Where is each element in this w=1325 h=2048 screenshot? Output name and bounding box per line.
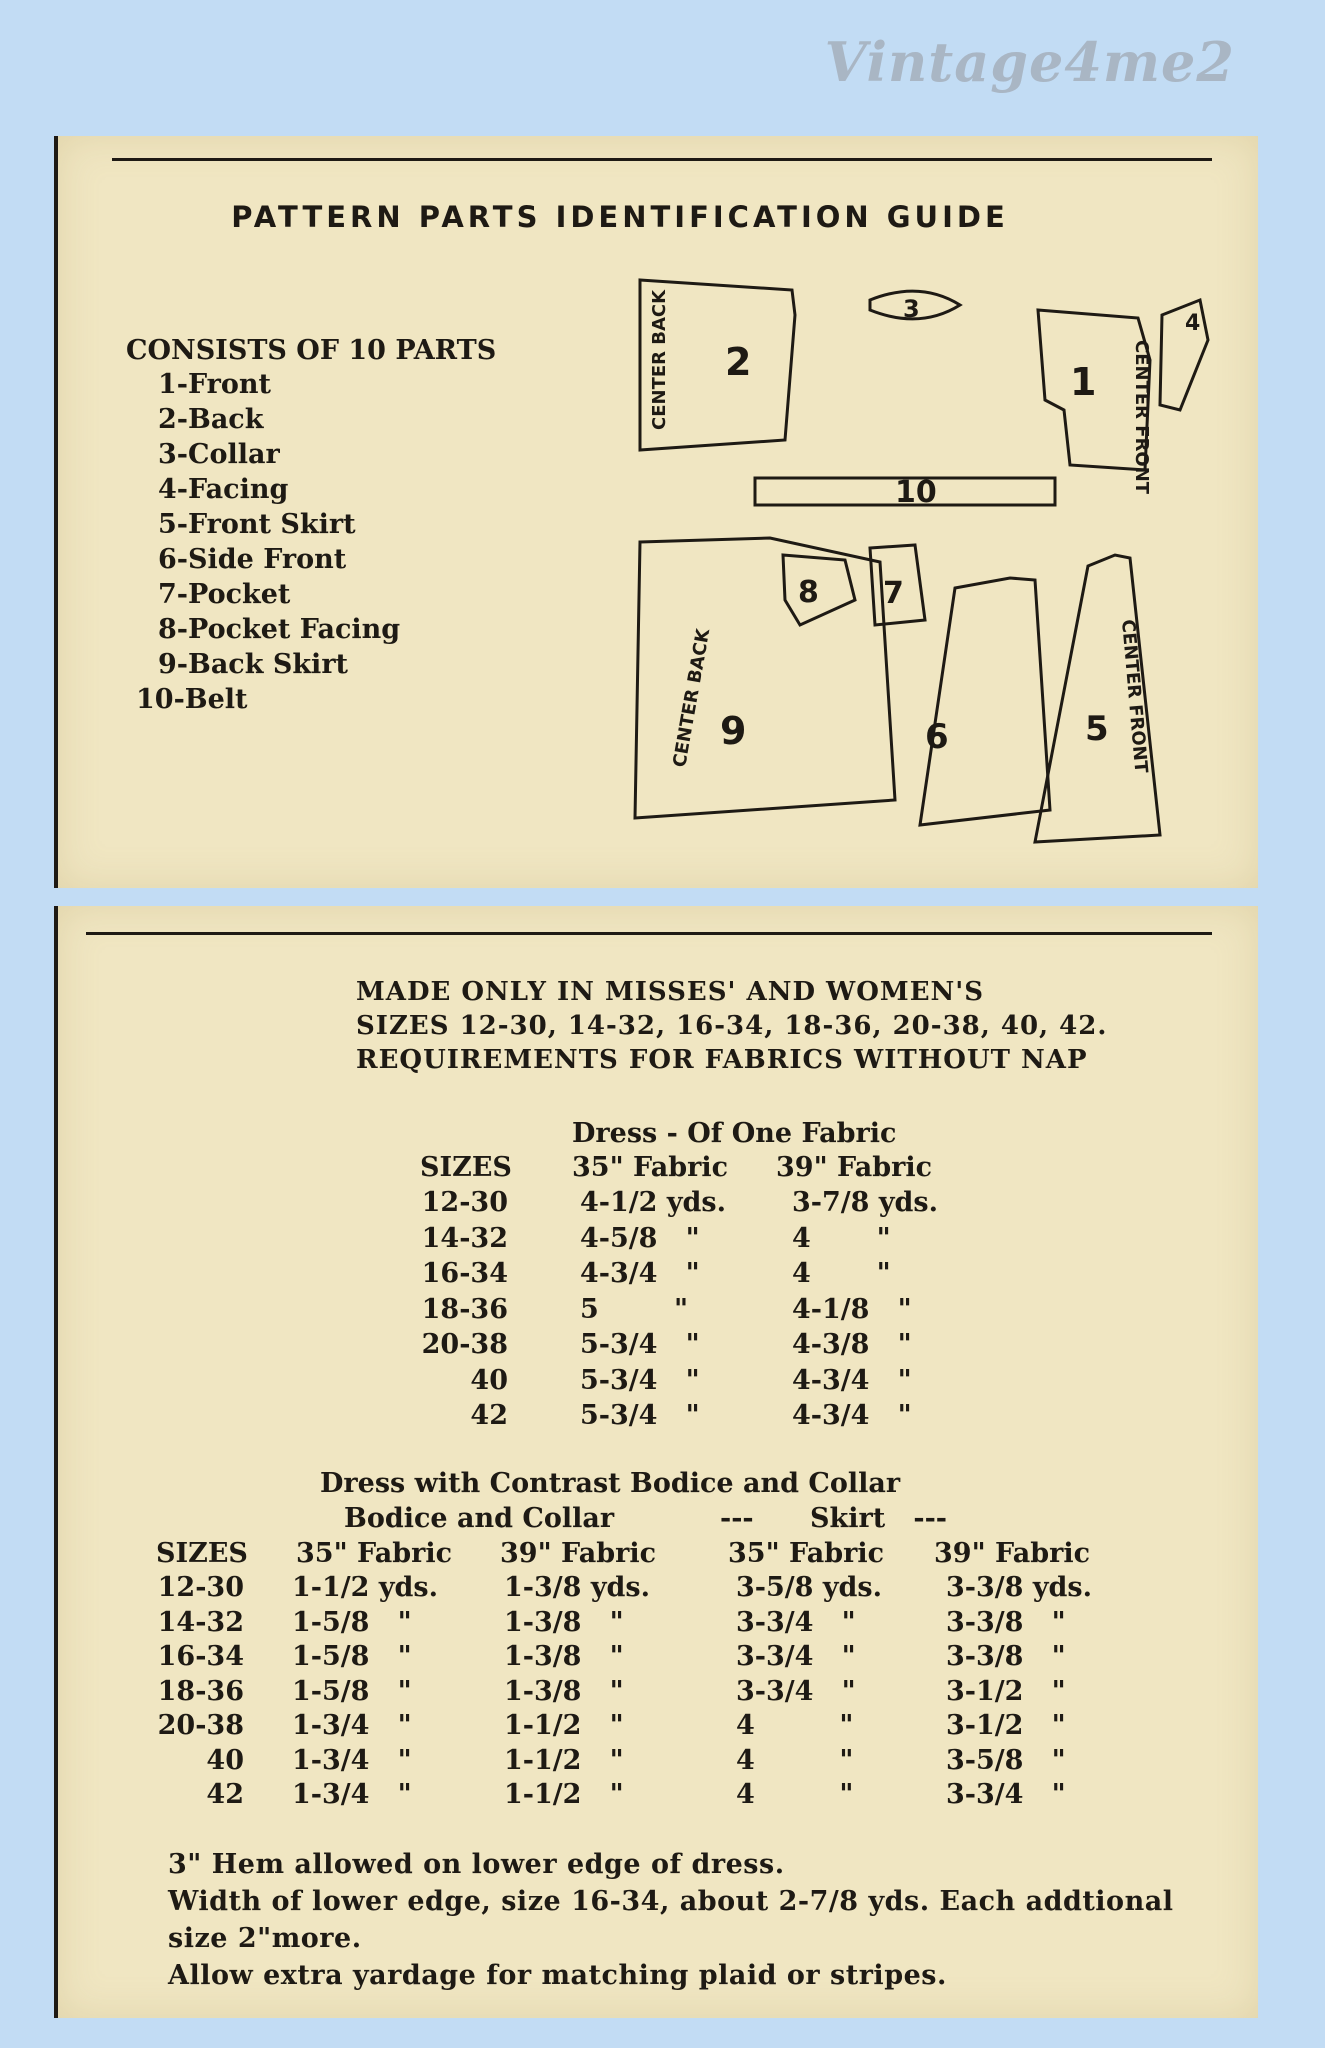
piece-number: 4	[1185, 311, 1201, 336]
yardage-cell: 4 "	[792, 1222, 891, 1254]
part-item: 1-Front	[158, 369, 272, 400]
size-cell: 18-36	[421, 1293, 508, 1325]
yardage-cell: 4-3/4 "	[792, 1364, 912, 1396]
piece-back-skirt-outline	[635, 538, 895, 818]
yardage-cell: 3-1/2 "	[946, 1710, 1066, 1741]
table2-header-skirt-35: 35" Fabric	[728, 1538, 885, 1569]
pattern-pieces-diagram	[540, 270, 1240, 860]
center-back-label: CENTER BACK	[669, 627, 715, 769]
note-line: 3" Hem allowed on lower edge of dress.	[168, 1849, 785, 1880]
yardage-cell: 1-1/2 yds.	[292, 1572, 438, 1603]
size-cell: 12-30	[157, 1572, 244, 1603]
yardage-cell: 3-3/4 "	[736, 1606, 856, 1638]
yardage-cell: 4-3/4 "	[792, 1400, 912, 1431]
yardage-cell: 4 "	[792, 1258, 891, 1289]
piece-number: 9	[720, 709, 747, 753]
table2-title: Dress with Contrast Bodice and Collar	[320, 1468, 901, 1499]
part-item: 10-Belt	[136, 684, 248, 715]
part-item: 4-Facing	[158, 474, 289, 505]
part-item: 8-Pocket Facing	[158, 614, 401, 645]
table2-group-skirt: --- Skirt ---	[720, 1503, 947, 1534]
yardage-cell: 3-3/4 "	[946, 1779, 1066, 1810]
table1-header-sizes: SIZES	[420, 1152, 512, 1183]
piece-number: 2	[725, 340, 752, 384]
yardage-cell: 4-5/8 "	[580, 1222, 700, 1254]
yardage-cell: 5-3/4 "	[580, 1400, 700, 1431]
yardage-cell: 5-3/4 "	[580, 1329, 700, 1360]
size-cell: 16-34	[421, 1258, 508, 1289]
part-item: 3-Collar	[158, 439, 280, 470]
yardage-cell: 3-3/8 "	[946, 1606, 1066, 1638]
yardage-cell: 1-3/8 "	[504, 1641, 624, 1672]
watermark: Vintage4me2	[824, 30, 1235, 94]
table1-title: Dress - Of One Fabric	[572, 1118, 897, 1149]
size-cell: 42	[470, 1400, 508, 1431]
heading-line: MADE ONLY IN MISSES' AND WOMEN'S	[356, 977, 985, 1007]
piece-number: 7	[883, 576, 904, 611]
yardage-cell: 3-3/4 "	[736, 1641, 856, 1672]
piece-number: 6	[925, 717, 949, 757]
table2-header-sizes: SIZES	[156, 1538, 248, 1569]
size-cell: 40	[470, 1364, 508, 1396]
yardage-cell: 3-3/4 "	[736, 1675, 856, 1707]
yardage-cell: 1-1/2 "	[504, 1779, 624, 1810]
yardage-cell: 5 "	[580, 1293, 689, 1325]
size-cell: 14-32	[157, 1606, 244, 1638]
yardage-cell: 1-3/8 yds.	[504, 1572, 650, 1603]
piece-number: 8	[798, 575, 819, 610]
yardage-cell: 1-5/8 "	[292, 1675, 412, 1707]
yardage-cell: 1-3/8 "	[504, 1675, 624, 1707]
piece-number: 3	[903, 295, 920, 323]
yardage-cell: 1-3/4 "	[292, 1744, 412, 1776]
yardage-cell: 1-5/8 "	[292, 1606, 412, 1638]
yardage-cell: 4-1/2 yds.	[580, 1187, 726, 1218]
note-line: Allow extra yardage for matching plaid or stripes.	[168, 1960, 947, 1991]
parts-list	[132, 367, 400, 717]
requirements-heading	[356, 975, 1107, 1077]
part-item: 9-Back Skirt	[158, 649, 349, 680]
yardage-cell: 1-1/2 "	[504, 1710, 624, 1741]
table2-group-bodice: Bodice and Collar	[344, 1503, 615, 1534]
piece-number: 10	[895, 475, 937, 510]
piece-number: 1	[1070, 360, 1097, 404]
piece-facing-outline	[1160, 300, 1208, 410]
part-item: 7-Pocket	[158, 579, 291, 610]
part-item: 2-Back	[158, 404, 264, 435]
yardage-cell: 4-3/8 "	[792, 1329, 912, 1360]
yardage-cell: 3-3/8 "	[946, 1641, 1066, 1672]
size-cell: 16-34	[157, 1641, 244, 1672]
yardage-cell: 3-5/8 yds.	[736, 1572, 882, 1603]
note-line: Width of lower edge, size 16-34, about 2-7/8 yds. Each addtional	[168, 1886, 1174, 1917]
yardage-cell: 3-3/8 yds.	[946, 1572, 1092, 1603]
note-line: size 2"more.	[168, 1923, 362, 1954]
yardage-cell: 3-5/8 "	[946, 1744, 1066, 1776]
heading-line: REQUIREMENTS FOR FABRICS WITHOUT NAP	[356, 1045, 1088, 1075]
table2-header-bodice-39: 39" Fabric	[500, 1538, 657, 1569]
center-front-label: CENTER FRONT	[1117, 618, 1152, 774]
table2-header-skirt-39: 39" Fabric	[934, 1538, 1091, 1569]
center-front-label: CENTER FRONT	[1131, 340, 1152, 495]
heading-line: SIZES 12-30, 14-32, 16-34, 18-36, 20-38, 40, 42.	[356, 1011, 1108, 1041]
size-cell: 20-38	[157, 1710, 244, 1741]
yardage-cell: 1-3/8 "	[504, 1606, 624, 1638]
size-cell: 42	[206, 1779, 244, 1810]
yardage-cell: 3-7/8 yds.	[792, 1187, 938, 1218]
table2-header-bodice-35: 35" Fabric	[296, 1538, 453, 1569]
part-item: 5-Front Skirt	[158, 509, 356, 540]
yardage-cell: 5-3/4 "	[580, 1364, 700, 1396]
bottom-rule	[86, 932, 1212, 935]
yardage-cell: 1-5/8 "	[292, 1641, 412, 1672]
guide-title: PATTERN PARTS IDENTIFICATION GUIDE	[231, 200, 1009, 234]
notes	[168, 1846, 1173, 1994]
yardage-cell: 4-1/8 "	[792, 1293, 912, 1325]
piece-number: 5	[1085, 709, 1109, 749]
size-cell: 12-30	[421, 1187, 508, 1218]
size-cell: 14-32	[421, 1222, 508, 1254]
yardage-cell: 1-1/2 "	[504, 1744, 624, 1776]
yardage-cell: 4-3/4 "	[580, 1258, 700, 1289]
yardage-cell: 1-3/4 "	[292, 1779, 412, 1810]
yardage-cell: 4 "	[736, 1710, 854, 1741]
yardage-cell: 3-1/2 "	[946, 1675, 1066, 1707]
yardage-cell: 4 "	[736, 1779, 854, 1810]
piece-side-front-outline	[920, 578, 1050, 825]
table1-header-39: 39" Fabric	[776, 1152, 933, 1183]
yardage-cell: 1-3/4 "	[292, 1710, 412, 1741]
top-rule	[112, 158, 1212, 161]
size-cell: 20-38	[421, 1329, 508, 1360]
size-cell: 18-36	[157, 1675, 244, 1707]
yardage-cell: 4 "	[736, 1744, 854, 1776]
parts-count-heading: CONSISTS OF 10 PARTS	[126, 335, 497, 366]
part-item: 6-Side Front	[158, 544, 347, 575]
size-cell: 40	[206, 1744, 244, 1776]
center-back-label: CENTER BACK	[649, 289, 670, 430]
piece-pocket-facing-outline	[783, 555, 855, 625]
table1-header-35: 35" Fabric	[572, 1152, 729, 1183]
